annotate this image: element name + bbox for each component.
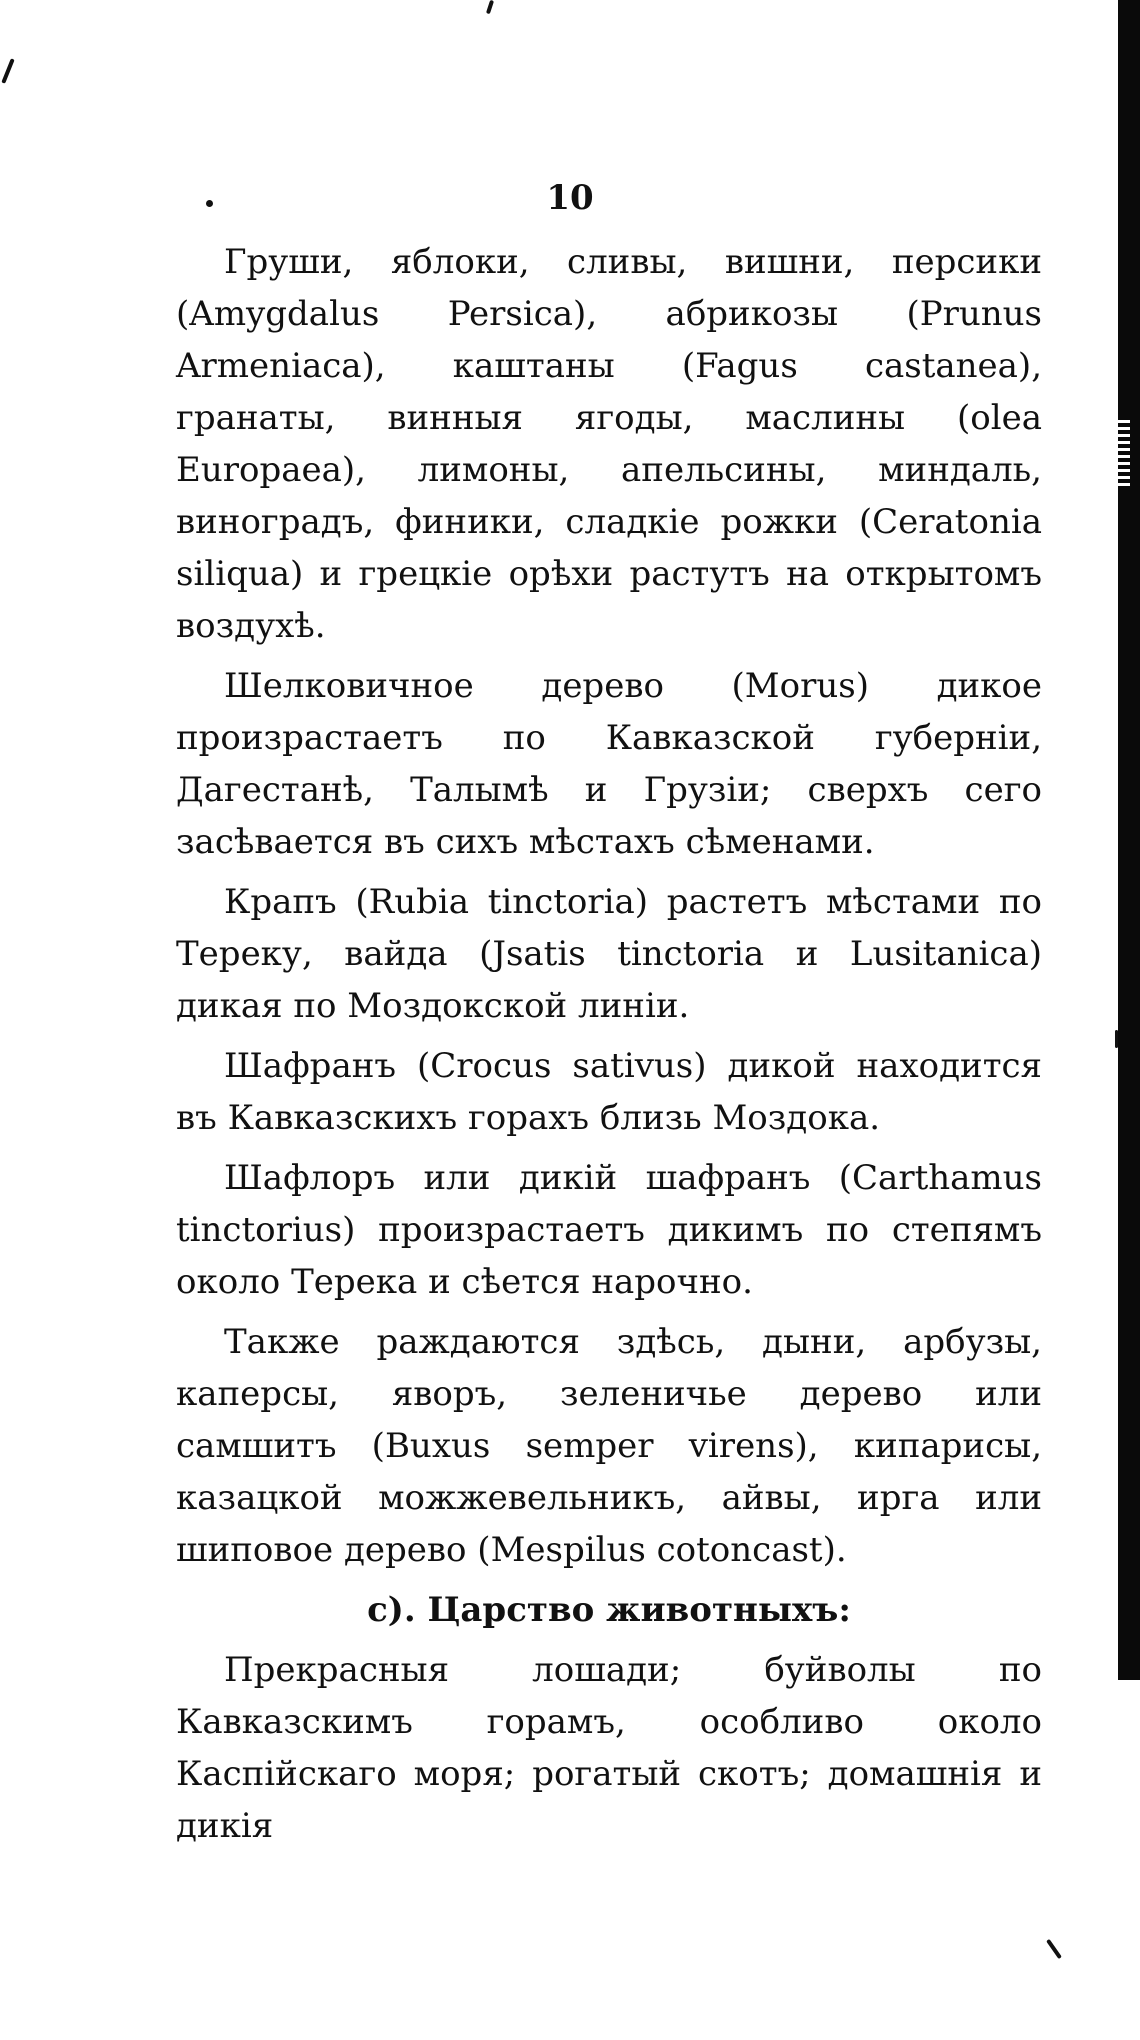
paragraph-mulberry: Шелковичное дерево (Morus) дикое произрастаетъ по Кавказской губерніи, Дагестанѣ, Талымѣ и Грузіи; сверхъ сего засѣвается въ сихъ мѣстахъ сѣменами. bbox=[176, 666, 1042, 862]
paragraph-safflower: Шафлоръ или дикій шафранъ (Carthamus tinctorius) произрастаетъ дикимъ по степямъ около Терека и сѣется нарочно. bbox=[176, 1158, 1042, 1302]
section-heading: c). Царство животныхъ: bbox=[367, 1590, 851, 1630]
stray-mark bbox=[1, 58, 14, 84]
page-number: 10 bbox=[546, 178, 594, 218]
stray-mark bbox=[1115, 1030, 1118, 1048]
paragraph-fruits: Груши, яблоки, сливы, вишни, персики (Amygdalus Persica), абрикозы (Prunus Armeniaca), каштаны (Fagus castanea), гранаты, винныя ягоды, маслины (olea Europaea), лимоны, апельсины, миндаль, виноградъ, финики, сладкіе рожки (Ceratonia siliqua) и грецкіе орѣхи растутъ на открытомъ воздухѣ. bbox=[176, 242, 1042, 646]
stray-mark bbox=[1046, 1939, 1062, 1959]
page-binding-edge bbox=[1118, 0, 1140, 1680]
body-text bbox=[176, 236, 1042, 1860]
paragraph-saffron: Шафранъ (Crocus sativus) дикой находится въ Кавказскихъ горахъ близь Моздока. bbox=[176, 1046, 1042, 1138]
paragraph-animals: Прекрасныя лошади; буйволы по Кавказскимъ горамъ, особливо около Каспійскаго моря; рогатый скотъ; домашнія и дикія bbox=[176, 1650, 1042, 1846]
paragraph-melons: Также раждаются здѣсь, дыни, арбузы, каперсы, яворъ, зеленичье дерево или самшитъ (Buxus semper virens), кипарисы, казацкой можжевельникъ, айвы, ирга или шиповое дерево (Mespilus cotoncast). bbox=[176, 1322, 1042, 1570]
stray-mark bbox=[486, 0, 494, 14]
paragraph-madder: Крапъ (Rubia tinctoria) растетъ мѣстами по Тереку, вайда (Jsatis tinctoria и Lusitanica) дикая по Моздокской линіи. bbox=[176, 882, 1042, 1026]
binding-edge-gap bbox=[1118, 420, 1130, 490]
